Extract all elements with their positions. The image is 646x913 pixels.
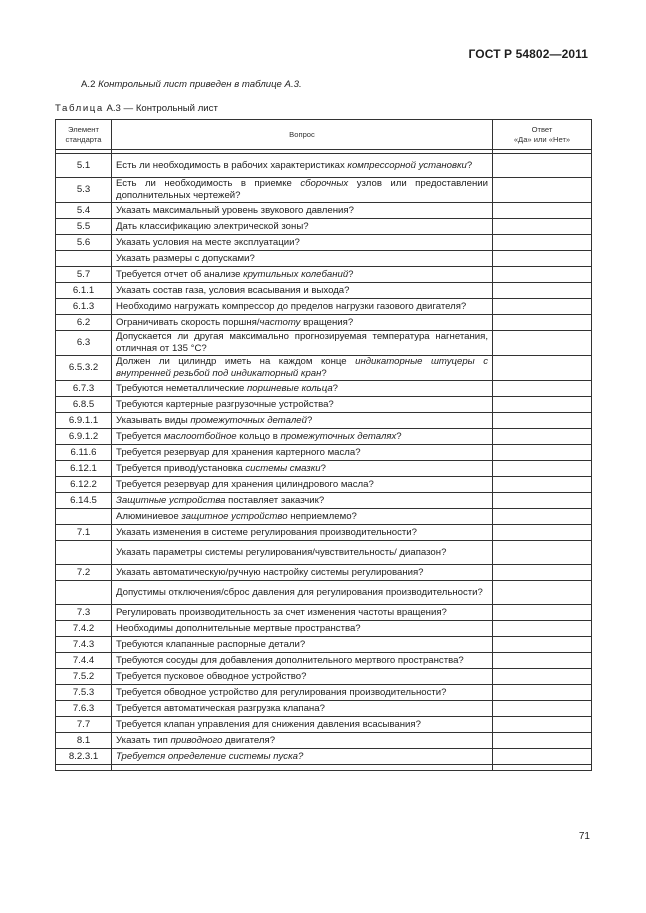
question-text [112, 653, 493, 669]
question-fragment: ? [466, 159, 473, 171]
answer-cell[interactable] [493, 701, 592, 717]
table-row [56, 315, 592, 331]
question-fragment: Указать автоматическую/ручную настройку системы регулирования? [116, 566, 424, 578]
table-header-row [56, 120, 592, 150]
question-term-italic: защитное устройство [181, 510, 288, 522]
header-question: Вопрос [112, 120, 493, 150]
question-fragment: Алюминиевое [116, 510, 182, 522]
table-caption-rest: А.3 — Контрольный лист [103, 103, 218, 114]
element-code: 7.3 [56, 605, 112, 621]
answer-cell[interactable] [493, 637, 592, 653]
question-term-italic: приводного [170, 734, 223, 746]
element-code: 6.14.5 [56, 493, 112, 509]
question-text [112, 493, 493, 509]
answer-cell[interactable] [493, 525, 592, 541]
question-fragment: Требуется резервуар для хранения цилиндрового масла? [116, 478, 374, 490]
intro-prefix: А.2 [81, 79, 99, 90]
table-tail-row [56, 765, 592, 771]
question-fragment: Требуется привод/установка [116, 462, 246, 474]
question-fragment: Необходимо нагружать компрессор до пределов нагрузки газового двигателя? [116, 300, 467, 312]
table-row [56, 605, 592, 621]
intro-text: Контрольный лист приведен в таблице А.3. [98, 79, 302, 90]
answer-cell[interactable] [493, 733, 592, 749]
question-text [112, 733, 493, 749]
table-row [56, 461, 592, 477]
table-row [56, 203, 592, 219]
question-fragment: Есть ли необходимость в рабочих характеристиках [116, 159, 348, 171]
question-text [112, 621, 493, 637]
page-number: 71 [578, 831, 590, 842]
question-fragment: вращения? [300, 316, 354, 328]
table-row [56, 637, 592, 653]
answer-cell[interactable] [493, 203, 592, 219]
question-fragment: Ограничивать скорость поршня/ [116, 316, 260, 328]
question-fragment: Указать изменения в системе регулирования производительности? [116, 526, 417, 538]
answer-cell[interactable] [493, 267, 592, 283]
question-text [112, 509, 493, 525]
answer-cell[interactable] [493, 717, 592, 733]
question-fragment: Указать максимальный уровень звукового давления? [116, 204, 354, 216]
question-text [112, 685, 493, 701]
question-text [112, 381, 493, 397]
element-code [56, 581, 112, 605]
question-text [112, 669, 493, 685]
question-text [112, 477, 493, 493]
table-row [56, 477, 592, 493]
table-row [56, 749, 592, 765]
table-row [56, 669, 592, 685]
table-row [56, 413, 592, 429]
question-fragment: Требуется обводное устройство для регулирования производительности? [116, 686, 447, 698]
answer-cell[interactable] [493, 178, 592, 203]
answer-cell[interactable] [493, 477, 592, 493]
question-fragment: Есть ли необходимость в приемке [116, 178, 301, 189]
element-code: 7.4.4 [56, 653, 112, 669]
question-text [112, 397, 493, 413]
table-row [56, 733, 592, 749]
question-text [112, 605, 493, 621]
question-text [112, 749, 493, 765]
answer-cell[interactable] [493, 397, 592, 413]
question-fragment: Требуется резервуар для хранения картерного масла? [116, 446, 361, 458]
question-fragment: ? [348, 268, 354, 280]
element-code: 6.1.1 [56, 283, 112, 299]
question-text [112, 461, 493, 477]
element-code: 6.7.3 [56, 381, 112, 397]
table-row [56, 299, 592, 315]
question-text [112, 413, 493, 429]
table-row [56, 509, 592, 525]
question-term-italic: индикаторные штуцеры с внутренней резьбой под индикаторный кран [116, 356, 488, 379]
question-fragment: Требуется [116, 430, 164, 442]
answer-cell[interactable] [493, 219, 592, 235]
question-fragment: Требуются неметаллические [116, 382, 248, 394]
question-term-italic: маслоотбойное [163, 430, 237, 442]
checklist-body [56, 154, 592, 765]
intro-paragraph [81, 79, 302, 90]
table-row [56, 621, 592, 637]
answer-cell[interactable] [493, 493, 592, 509]
checklist-table [55, 119, 592, 771]
header-answer-line2: «Да» или «Нет» [513, 134, 571, 144]
question-fragment: Необходимы дополнительные мертвые пространства? [116, 622, 361, 634]
element-code: 8.2.3.1 [56, 749, 112, 765]
table-row [56, 283, 592, 299]
table-row [56, 653, 592, 669]
question-fragment: ? [396, 430, 402, 442]
question-fragment: неприемлемо? [287, 510, 357, 522]
answer-cell[interactable] [493, 541, 592, 565]
question-text [112, 445, 493, 461]
answer-cell[interactable] [493, 445, 592, 461]
question-text [112, 251, 493, 267]
answer-cell[interactable] [493, 299, 592, 315]
table-row [56, 356, 592, 381]
answer-cell[interactable] [493, 621, 592, 637]
answer-cell[interactable] [493, 283, 592, 299]
question-fragment: Указать условия на месте эксплуатации? [116, 236, 300, 248]
element-code: 5.6 [56, 235, 112, 251]
question-text [112, 283, 493, 299]
element-code: 6.12.1 [56, 461, 112, 477]
answer-cell[interactable] [493, 413, 592, 429]
question-fragment: Требуется пусковое обводное устройство? [116, 670, 307, 682]
element-code: 5.3 [56, 178, 112, 203]
question-term-italic: Защитные устройства [116, 494, 226, 506]
header-element-line1: Элемент [68, 124, 99, 134]
element-code: 5.1 [56, 154, 112, 178]
question-text [112, 235, 493, 251]
element-code: 7.4.2 [56, 621, 112, 637]
answer-cell[interactable] [493, 565, 592, 581]
question-text [112, 565, 493, 581]
element-code: 6.2 [56, 315, 112, 331]
element-code: 7.1 [56, 525, 112, 541]
question-text [112, 701, 493, 717]
table-row [56, 541, 592, 565]
question-term-italic: крутильных колебаний [243, 268, 349, 280]
element-code: 7.5.2 [56, 669, 112, 685]
element-code [56, 509, 112, 525]
question-term-italic: промежуточных деталях [280, 430, 397, 442]
question-fragment: кольцо в [236, 430, 281, 442]
question-fragment: Допустимы отключения/сброс давления для регулирования производительности? [116, 586, 483, 598]
answer-cell[interactable] [493, 381, 592, 397]
element-code: 6.8.5 [56, 397, 112, 413]
element-code: 5.5 [56, 219, 112, 235]
element-code: 6.12.2 [56, 477, 112, 493]
table-row [56, 581, 592, 605]
table-row [56, 331, 592, 356]
table-row [56, 267, 592, 283]
table-row [56, 525, 592, 541]
element-code: 8.1 [56, 733, 112, 749]
element-code: 7.5.3 [56, 685, 112, 701]
question-fragment: Указывать виды [116, 414, 191, 426]
table-row [56, 154, 592, 178]
element-code: 7.2 [56, 565, 112, 581]
table-caption-word: Таблица [55, 103, 104, 114]
answer-cell[interactable] [493, 685, 592, 701]
element-code: 7.7 [56, 717, 112, 733]
question-term-italic: промежуточных деталей [190, 414, 307, 426]
question-text [112, 331, 493, 356]
element-code: 6.1.3 [56, 299, 112, 315]
element-code: 5.7 [56, 267, 112, 283]
question-fragment: Указать состав газа, условия всасывания и выхода? [116, 284, 350, 296]
table-caption [55, 103, 218, 114]
table-row [56, 178, 592, 203]
answer-cell[interactable] [493, 251, 592, 267]
answer-cell[interactable] [493, 581, 592, 605]
question-fragment: Требуются клапанные распорные детали? [116, 638, 306, 650]
question-fragment: поставляет заказчик? [225, 494, 325, 506]
question-text [112, 637, 493, 653]
question-fragment: Указать размеры с допусками? [116, 252, 255, 264]
answer-cell[interactable] [493, 653, 592, 669]
table-row [56, 445, 592, 461]
element-code: 7.6.3 [56, 701, 112, 717]
question-fragment: Должен ли цилиндр иметь на каждом конце [116, 356, 356, 367]
answer-cell[interactable] [493, 315, 592, 331]
question-text [112, 267, 493, 283]
table-row [56, 493, 592, 509]
question-fragment: ? [306, 414, 313, 426]
question-fragment: ? [321, 368, 327, 379]
question-fragment: Требуется отчет об анализе [116, 268, 244, 280]
question-text [112, 541, 493, 565]
question-text [112, 154, 493, 178]
question-term-italic: системы смазки [245, 462, 321, 474]
element-code: 6.5.3.2 [56, 356, 112, 381]
answer-cell[interactable] [493, 356, 592, 381]
question-text [112, 581, 493, 605]
answer-cell[interactable] [493, 331, 592, 356]
question-fragment: Указать параметры системы регулирования/чувствительность/ диапазон? [116, 546, 447, 558]
question-text [112, 717, 493, 733]
question-fragment: ? [332, 382, 338, 394]
question-text [112, 219, 493, 235]
table-row [56, 397, 592, 413]
answer-cell[interactable] [493, 235, 592, 251]
table-row [56, 565, 592, 581]
document-standard-number: ГОСТ Р 54802—2011 [468, 47, 588, 61]
question-fragment: Дать классификацию электрической зоны? [116, 220, 309, 232]
question-text [112, 315, 493, 331]
question-term-italic: поршневые кольца [247, 382, 333, 394]
header-element-line2: стандарта [65, 134, 102, 144]
question-fragment: Требуются картерные разгрузочные устройства? [116, 398, 334, 410]
table-row [56, 251, 592, 267]
table-row [56, 701, 592, 717]
answer-cell[interactable] [493, 429, 592, 445]
question-text [112, 356, 493, 381]
header-answer-line1: Ответ [531, 124, 553, 134]
question-text [112, 203, 493, 219]
element-code: 6.3 [56, 331, 112, 356]
question-term-italic: сборочных [300, 178, 349, 189]
answer-cell[interactable] [493, 749, 592, 765]
element-code: 6.11.6 [56, 445, 112, 461]
question-fragment: Регулировать производительность за счет изменения частоты вращения? [116, 606, 447, 618]
question-fragment: Требуется автоматическая разгрузка клапана? [116, 702, 325, 714]
question-term-italic: компрессорной установки [347, 159, 467, 171]
answer-cell[interactable] [493, 461, 592, 477]
question-fragment: Требуется клапан управления для снижения давления всасывания? [116, 718, 421, 730]
table-row [56, 381, 592, 397]
element-code: 7.4.3 [56, 637, 112, 653]
answer-cell[interactable] [493, 605, 592, 621]
element-code: 6.9.1.1 [56, 413, 112, 429]
element-code: 5.4 [56, 203, 112, 219]
question-fragment: ? [320, 462, 326, 474]
element-code: 6.9.1.2 [56, 429, 112, 445]
answer-cell[interactable] [493, 154, 592, 178]
table-row [56, 235, 592, 251]
answer-cell[interactable] [493, 509, 592, 525]
question-fragment: двигателя? [222, 734, 276, 746]
table-row [56, 685, 592, 701]
answer-cell[interactable] [493, 669, 592, 685]
element-code [56, 251, 112, 267]
question-text [112, 429, 493, 445]
question-term-italic: частоту [259, 316, 301, 328]
table-row [56, 219, 592, 235]
question-text [112, 299, 493, 315]
element-code [56, 541, 112, 565]
question-text [112, 525, 493, 541]
question-fragment: Допускается ли другая максимально прогнозируемая температура нагнетания, отличная от 135 °С? [116, 331, 488, 354]
question-fragment: Указать тип [116, 734, 171, 746]
table-row [56, 717, 592, 733]
table-row [56, 429, 592, 445]
question-fragment: Требуются сосуды для добавления дополнительного мертвого пространства? [116, 654, 464, 666]
question-fragment: узлов или предоставлении дополнительных чертежей? [116, 178, 489, 201]
header-answer [493, 120, 592, 150]
question-text [112, 178, 493, 203]
question-term-italic: Требуется определение системы пуска? [116, 750, 304, 762]
header-element [56, 120, 112, 150]
